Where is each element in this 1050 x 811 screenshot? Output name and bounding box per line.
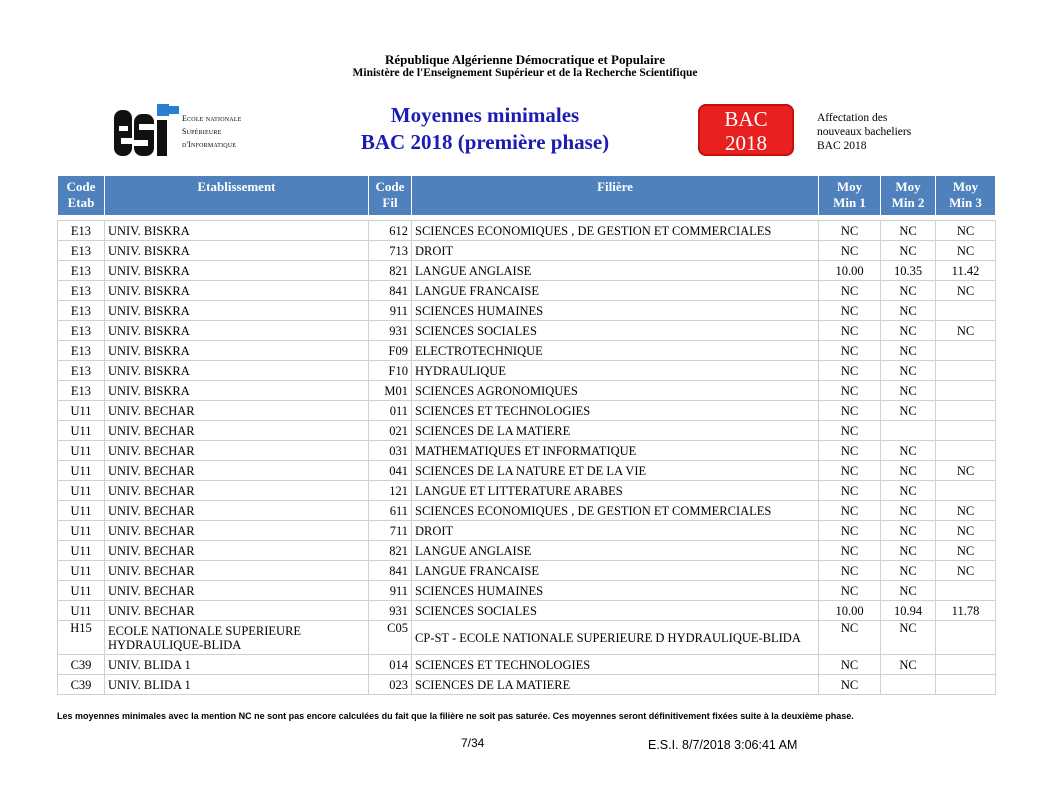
table-row (58, 261, 996, 281)
cell-etablissement: UNIV. BECHAR (105, 421, 369, 441)
cell-moy-min1: 10.00 (819, 261, 881, 281)
header-label: Fil (382, 195, 398, 210)
table-header-row (58, 176, 996, 216)
cell-code-fil: M01 (369, 381, 412, 401)
header-label: Code (375, 179, 405, 194)
cell-filiere: ELECTROTECHNIQUE (412, 341, 819, 361)
logo-line: Ecole nationale (182, 114, 242, 123)
cell-etablissement: UNIV. BECHAR (105, 581, 369, 601)
cell-etablissement: UNIV. BISKRA (105, 381, 369, 401)
cell-code-fil: 841 (369, 561, 412, 581)
esi-logo-mark (112, 100, 182, 158)
cell-code-fil: 021 (369, 421, 412, 441)
cell-filiere: DROIT (412, 241, 819, 261)
cell-moy-min3 (936, 621, 996, 655)
cell-moy-min2: NC (881, 441, 936, 461)
cell-code-etab: U11 (58, 461, 105, 481)
header-moy-min2 (881, 176, 936, 216)
cell-code-etab: U11 (58, 501, 105, 521)
cell-filiere: LANGUE ET LITTERATURE ARABES (412, 481, 819, 501)
cell-moy-min3: NC (936, 521, 996, 541)
cell-filiere: SCIENCES DE LA MATIERE (412, 675, 819, 695)
header-label: Moy (952, 179, 979, 194)
header-filiere (412, 176, 819, 216)
cell-filiere: SCIENCES DE LA NATURE ET DE LA VIE (412, 461, 819, 481)
header-label: Etablissement (197, 179, 276, 194)
cell-moy-min2: NC (881, 521, 936, 541)
cell-filiere: SCIENCES ECONOMIQUES , DE GESTION ET COMMERCIALES (412, 221, 819, 241)
cell-moy-min1: NC (819, 481, 881, 501)
cell-code-fil: C05 (369, 621, 412, 655)
cell-moy-min3: NC (936, 501, 996, 521)
table-row (58, 281, 996, 301)
cell-code-fil: 041 (369, 461, 412, 481)
badge-note-line: Affectation des (817, 112, 888, 124)
cell-moy-min2: NC (881, 621, 936, 655)
cell-code-etab: U11 (58, 541, 105, 561)
cell-code-etab: H15 (58, 621, 105, 655)
cell-moy-min1: NC (819, 381, 881, 401)
cell-etablissement: UNIV. BLIDA 1 (105, 675, 369, 695)
cell-moy-min2: NC (881, 561, 936, 581)
cell-moy-min2: NC (881, 321, 936, 341)
cell-filiere: SCIENCES SOCIALES (412, 321, 819, 341)
cell-moy-min1: NC (819, 241, 881, 261)
table-row (58, 361, 996, 381)
cell-code-etab: E13 (58, 381, 105, 401)
cell-moy-min3: 11.78 (936, 601, 996, 621)
cell-moy-min2: NC (881, 301, 936, 321)
cell-moy-min3 (936, 441, 996, 461)
table-row (58, 501, 996, 521)
cell-filiere: SCIENCES DE LA MATIERE (412, 421, 819, 441)
table-row (58, 601, 996, 621)
cell-moy-min3: NC (936, 561, 996, 581)
cell-etablissement: UNIV. BECHAR (105, 521, 369, 541)
cell-code-fil: 011 (369, 401, 412, 421)
table-row (58, 581, 996, 601)
cell-moy-min1: NC (819, 221, 881, 241)
cell-moy-min3 (936, 381, 996, 401)
cell-code-fil: 031 (369, 441, 412, 461)
cell-moy-min2: 10.94 (881, 601, 936, 621)
cell-code-fil: 911 (369, 301, 412, 321)
table-row (58, 221, 996, 241)
cell-etablissement: ECOLE NATIONALE SUPERIEURE HYDRAULIQUE-BLIDA (105, 621, 369, 655)
header-moy-min3 (936, 176, 996, 216)
cell-moy-min2 (881, 675, 936, 695)
cell-filiere: LANGUE FRANCAISE (412, 561, 819, 581)
cell-code-fil: 711 (369, 521, 412, 541)
table-row (58, 421, 996, 441)
cell-code-fil: 911 (369, 581, 412, 601)
cell-etablissement: UNIV. BISKRA (105, 301, 369, 321)
table-row (58, 561, 996, 581)
cell-moy-min3 (936, 341, 996, 361)
cell-moy-min1: NC (819, 541, 881, 561)
print-timestamp: E.S.I. 8/7/2018 3:06:41 AM (648, 738, 798, 752)
cell-etablissement: UNIV. BLIDA 1 (105, 655, 369, 675)
cell-moy-min1: NC (819, 461, 881, 481)
table-row (58, 655, 996, 675)
header-label: Etab (67, 195, 95, 210)
header-label: Code (66, 179, 96, 194)
cell-filiere: SCIENCES HUMAINES (412, 581, 819, 601)
cell-moy-min3: 11.42 (936, 261, 996, 281)
cell-code-fil: 821 (369, 261, 412, 281)
cell-moy-min1: NC (819, 341, 881, 361)
table-row (58, 381, 996, 401)
cell-etablissement: UNIV. BECHAR (105, 501, 369, 521)
cell-filiere: DROIT (412, 521, 819, 541)
table-row (58, 321, 996, 341)
cell-code-fil: 611 (369, 501, 412, 521)
cell-etablissement: UNIV. BECHAR (105, 541, 369, 561)
table-row (58, 241, 996, 261)
cell-moy-min1: NC (819, 401, 881, 421)
cell-code-etab: U11 (58, 521, 105, 541)
cell-code-etab: C39 (58, 655, 105, 675)
cell-moy-min3 (936, 401, 996, 421)
cell-code-fil: 931 (369, 321, 412, 341)
cell-moy-min1: NC (819, 361, 881, 381)
cell-moy-min1: NC (819, 581, 881, 601)
cell-moy-min2: NC (881, 501, 936, 521)
bac-2018-badge (698, 104, 794, 156)
cell-moy-min3: NC (936, 241, 996, 261)
cell-moy-min3: NC (936, 321, 996, 341)
cell-moy-min2: NC (881, 381, 936, 401)
averages-table (57, 175, 996, 695)
cell-code-etab: U11 (58, 601, 105, 621)
table-row (58, 521, 996, 541)
cell-code-fil: 023 (369, 675, 412, 695)
footnote: Les moyennes minimales avec la mention NC ne sont pas encore calculées du fait que la filière ne soit pas saturée. Ces moyennes seront définitivement fixées suite à la deuxième phase. (57, 711, 854, 721)
cell-filiere: SCIENCES HUMAINES (412, 301, 819, 321)
header-label: Moy (895, 179, 921, 194)
cell-code-etab: E13 (58, 281, 105, 301)
cell-code-etab: C39 (58, 675, 105, 695)
cell-etablissement: UNIV. BECHAR (105, 401, 369, 421)
cell-code-etab: E13 (58, 241, 105, 261)
cell-moy-min2: NC (881, 481, 936, 501)
header-moy-min1 (819, 176, 881, 216)
logo-line: d'Informatique (182, 140, 237, 149)
header-etablissement (105, 176, 369, 216)
cell-filiere: SCIENCES ET TECHNOLOGIES (412, 401, 819, 421)
cell-code-etab: E13 (58, 261, 105, 281)
cell-moy-min3 (936, 421, 996, 441)
cell-moy-min1: NC (819, 281, 881, 301)
cell-filiere: LANGUE ANGLAISE (412, 261, 819, 281)
badge-line: BAC (724, 107, 768, 131)
cell-moy-min2: NC (881, 341, 936, 361)
header-label: Moy (836, 179, 863, 194)
cell-etablissement: UNIV. BISKRA (105, 261, 369, 281)
cell-code-fil: 121 (369, 481, 412, 501)
cell-filiere: HYDRAULIQUE (412, 361, 819, 381)
cell-code-etab: U11 (58, 581, 105, 601)
cell-code-fil: 841 (369, 281, 412, 301)
cell-moy-min2: NC (881, 541, 936, 561)
cell-code-fil: 821 (369, 541, 412, 561)
cell-code-etab: E13 (58, 301, 105, 321)
cell-moy-min1: NC (819, 301, 881, 321)
cell-code-etab: U11 (58, 421, 105, 441)
badge-note-line: nouveaux bacheliers (817, 126, 912, 138)
cell-moy-min1: NC (819, 621, 881, 655)
header-code-etab (58, 176, 105, 216)
cell-code-fil: 612 (369, 221, 412, 241)
table-row (58, 441, 996, 461)
cell-filiere: SCIENCES ET TECHNOLOGIES (412, 655, 819, 675)
table-row (58, 675, 996, 695)
document-subtitle: BAC 2018 (première phase) (360, 130, 610, 154)
cell-moy-min2: NC (881, 281, 936, 301)
cell-code-etab: U11 (58, 441, 105, 461)
cell-etablissement: UNIV. BISKRA (105, 361, 369, 381)
header-code-fil (369, 176, 412, 216)
badge-line: 2018 (725, 131, 767, 155)
cell-filiere: SCIENCES AGRONOMIQUES (412, 381, 819, 401)
esi-logo (112, 98, 262, 160)
page-number: 7/34 (461, 736, 485, 750)
cell-code-etab: U11 (58, 561, 105, 581)
cell-moy-min3 (936, 581, 996, 601)
cell-etablissement: UNIV. BECHAR (105, 441, 369, 461)
cell-filiere: LANGUE ANGLAISE (412, 541, 819, 561)
cell-moy-min1: NC (819, 441, 881, 461)
republic-title: République Algérienne Démocratique et Populaire (385, 52, 665, 67)
logo-line: Supérieure (182, 127, 222, 136)
badge-note (817, 111, 911, 153)
cell-etablissement: UNIV. BECHAR (105, 601, 369, 621)
cell-code-etab: U11 (58, 481, 105, 501)
table-row (58, 401, 996, 421)
cell-moy-min1: 10.00 (819, 601, 881, 621)
esi-logo-text (182, 112, 242, 151)
cell-moy-min3 (936, 301, 996, 321)
cell-moy-min2: NC (881, 655, 936, 675)
cell-moy-min1: NC (819, 675, 881, 695)
table-row (58, 301, 996, 321)
cell-moy-min2: NC (881, 581, 936, 601)
cell-filiere: SCIENCES SOCIALES (412, 601, 819, 621)
cell-code-fil: 014 (369, 655, 412, 675)
cell-moy-min2: 10.35 (881, 261, 936, 281)
cell-filiere: LANGUE FRANCAISE (412, 281, 819, 301)
header-label: Min 3 (949, 195, 982, 210)
table-row (58, 461, 996, 481)
cell-moy-min3 (936, 361, 996, 381)
cell-moy-min3 (936, 675, 996, 695)
cell-moy-min3 (936, 655, 996, 675)
cell-etablissement: UNIV. BISKRA (105, 341, 369, 361)
cell-code-etab: E13 (58, 341, 105, 361)
cell-moy-min3 (936, 481, 996, 501)
cell-code-fil: 713 (369, 241, 412, 261)
cell-moy-min2: NC (881, 461, 936, 481)
cell-etablissement: UNIV. BISKRA (105, 281, 369, 301)
cell-etablissement: UNIV. BECHAR (105, 481, 369, 501)
table-row (58, 621, 996, 655)
cell-filiere: MATHEMATIQUES ET INFORMATIQUE (412, 441, 819, 461)
cell-etablissement: UNIV. BECHAR (105, 561, 369, 581)
header-label: Min 1 (833, 195, 866, 210)
cell-moy-min1: NC (819, 321, 881, 341)
document-title: Moyennes minimales (390, 103, 580, 127)
cell-moy-min1: NC (819, 521, 881, 541)
cell-code-etab: E13 (58, 221, 105, 241)
table-row (58, 341, 996, 361)
header-label: Min 2 (891, 195, 925, 210)
cell-moy-min3: NC (936, 461, 996, 481)
cell-code-fil: F09 (369, 341, 412, 361)
ministry-title: Ministère de l'Enseignement Supérieur et de la Recherche Scientifique (352, 67, 698, 79)
cell-moy-min2: NC (881, 241, 936, 261)
header-label: Filière (597, 179, 633, 194)
cell-moy-min3: NC (936, 541, 996, 561)
badge-note-line: BAC 2018 (817, 140, 867, 152)
cell-moy-min3: NC (936, 281, 996, 301)
cell-etablissement: UNIV. BISKRA (105, 321, 369, 341)
cell-moy-min2: NC (881, 361, 936, 381)
table-row (58, 481, 996, 501)
cell-code-etab: E13 (58, 361, 105, 381)
cell-moy-min1: NC (819, 561, 881, 581)
cell-code-fil: F10 (369, 361, 412, 381)
cell-code-etab: E13 (58, 321, 105, 341)
cell-moy-min1: NC (819, 655, 881, 675)
cell-moy-min2: NC (881, 221, 936, 241)
cell-filiere: SCIENCES ECONOMIQUES , DE GESTION ET COMMERCIALES (412, 501, 819, 521)
cell-moy-min2: NC (881, 401, 936, 421)
cell-etablissement: UNIV. BISKRA (105, 221, 369, 241)
cell-etablissement: UNIV. BISKRA (105, 241, 369, 261)
cell-code-etab: U11 (58, 401, 105, 421)
cell-moy-min1: NC (819, 421, 881, 441)
cell-code-fil: 931 (369, 601, 412, 621)
cell-moy-min3: NC (936, 221, 996, 241)
cell-moy-min1: NC (819, 501, 881, 521)
table-row (58, 541, 996, 561)
cell-moy-min2 (881, 421, 936, 441)
cell-etablissement: UNIV. BECHAR (105, 461, 369, 481)
cell-filiere: CP-ST - ECOLE NATIONALE SUPERIEURE D HYDRAULIQUE-BLIDA (412, 621, 819, 655)
